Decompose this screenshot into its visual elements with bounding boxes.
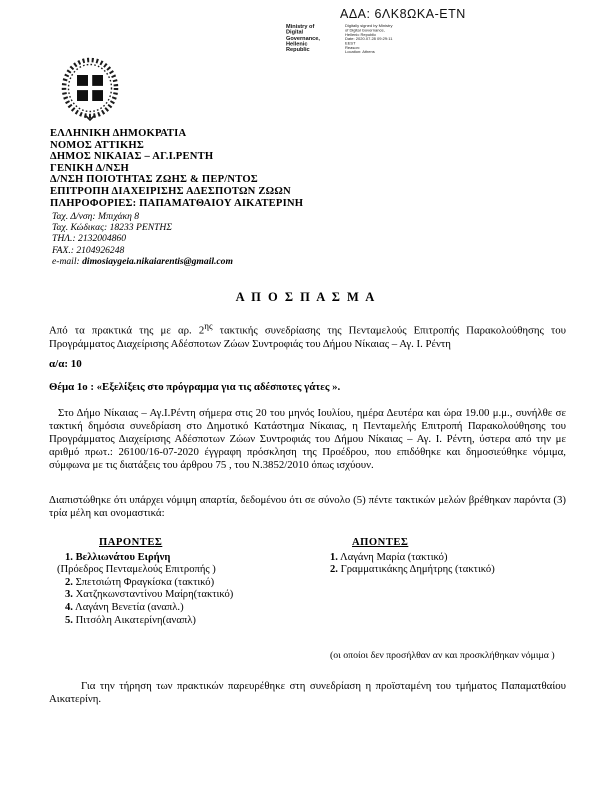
president-note: (Πρόεδρος Πενταμελούς Επιτροπής ) — [57, 564, 216, 576]
absent-column — [330, 537, 580, 577]
agency-header — [50, 128, 380, 209]
agency-line: ΕΛΛΗΝΙΚΗ ΔΗΜΟΚΡΑΤΙΑ — [50, 128, 187, 139]
intro-paragraph: Από τα πρακτικά της με αρ. $2^{\eta\varsigma}$ τακτικής συνεδρίασης της Πενταμελούς Επιτροπής Παρακολούθησης του Προγράμματος Διαχείρισης Αδέσποτων Ζώων Συντροφιάς του Δήμου Νίκαιας – Αγ. Ι. Ρέντη — [49, 321, 566, 350]
email-address: dimosiaygeia.nikaiarentis@gmail.com — [82, 255, 233, 267]
absent-member: 2. Γραμματικάκης Δημήτρης (τακτικό) — [330, 564, 495, 576]
fax: FAX.: 2104926248 — [52, 244, 125, 256]
present-member: 5. Πιτσόλη Αικατερίνη(αναπλ) — [65, 614, 196, 626]
present-member: 1. Βελλιωνάτου Ειρήνη — [65, 551, 171, 563]
telephone: ΤΗΛ.: 2132004860 — [52, 233, 127, 245]
postal-address: Ταχ. Δ/νση: Μπιχάκη 8 — [52, 211, 140, 222]
absent-header: ΑΠΟΝΤΕΣ — [352, 537, 409, 548]
contact-info — [52, 211, 352, 267]
absent-member: 1. Λαγάνη Μαρία (τακτικό) — [330, 551, 448, 563]
agency-line: Δ/ΝΣΗ ΠΟΙΟΤΗΤΑΣ ΖΩΗΣ & ΠΕΡ/ΝΤΟΣ — [50, 174, 258, 186]
ada-code: ΑΔΑ: 6ΛΚ8ΩΚΑ-ΕΤΝ — [340, 7, 466, 21]
ordinal-superscript: ης — [204, 321, 213, 331]
signature-details: Digitally signed by Ministry of Digital Governance, Hellenic Republic Date: 2020.07.28 09:29:11 EEST Reason: Location: Athens — [345, 24, 393, 55]
present-member: 2. Σπετσιώτη Φραγκίσκα (τακτικό) — [65, 576, 215, 588]
present-member: 3. Χατζηκωνσταντίνου Μαίρη(τακτικό) — [65, 589, 234, 601]
present-header: ΠΑΡΟΝΤΕΣ — [99, 537, 163, 548]
closing-paragraph: Για την τήρηση των πρακτικών παρευρέθηκε στη συνεδρίαση η προϊσταμένη του τμήματος Παπαματθαίου Αικατερίνη. — [49, 680, 566, 706]
agency-line: ΔΗΜΟΣ ΝΙΚΑΙΑΣ – ΑΓ.Ι.ΡΕΝΤΗ — [50, 151, 214, 163]
present-column — [57, 537, 325, 627]
ministry-name: Ministry of Digital Governance, Hellenic Republic — [286, 24, 320, 54]
agency-line: ΝΟΜΟΣ ΑΤΤΙΚΗΣ — [50, 139, 145, 151]
serial-number: α/α: 10 — [49, 358, 82, 370]
absence-note: (οι οποίοι δεν προσήλθαν αν και προσκλήθηκαν νόμιμα ) — [330, 650, 555, 661]
document-title: Α Π Ο Σ Π Α Σ Μ Α — [235, 290, 377, 304]
agency-line: ΕΠΙΤΡΟΠΗ ΔΙΑΧΕΙΡΙΣΗΣ ΑΔΕΣΠΟΤΩΝ ΖΩΩΝ — [50, 185, 291, 197]
agency-line: ΓΕΝΙΚΗ Δ/ΝΣΗ — [50, 162, 129, 174]
theme-line: Θέμα 1ο : «Εξελίξεις στο πρόγραμμα για τις αδέσποτες γάτες ». — [49, 381, 341, 393]
digital-signature-stamp — [286, 24, 455, 73]
email-line: e-mail: dimosiaygeia.nikaiarentis@gmail.com — [52, 255, 233, 267]
session-paragraph: Στο Δήμο Νίκαιας – Αγ.Ι.Ρέντη σήμερα στις 20 του μηνός Ιουλίου, ημέρα Δευτέρα και ώρα 19.00 μ.μ., συνήλθε σε τακτική δημόσια συνεδρίαση στο Δημοτικό Κατάστημα Νίκαιας, η Πενταμελής Επιτροπή Παρακολούθησης του Προγράμματος Διαχείρισης Αδέσποτων Ζώων Συντροφιάς του Δήμου Νίκαιας – Αγ. Ι. Ρέντη, ύστερα από την με αριθμό πρωτ.: 26100/16-07-2020 έγγραφη πρόσκληση της Προέδρου, που επιδόθηκε και δημοσιεύθηκε νόμιμα, σύμφωνα με τις διατάξεις του άρθρου 75 , του Ν.3852/2010 όπως ισχύουν. — [49, 407, 566, 472]
agency-line: ΠΛΗΡΟΦΟΡΙΕΣ: ΠΑΠΑΜΑΤΘΑΙΟΥ ΑΙΚΑΤΕΡΙΝΗ — [50, 197, 304, 209]
present-member: 4. Λαγάνη Βενετία (αναπλ.) — [65, 601, 184, 613]
greek-emblem-icon — [59, 56, 121, 127]
quorum-paragraph: Διαπιστώθηκε ότι υπάρχει νόμιμη απαρτία, δεδομένου ότι σε σύνολο (5) πέντε τακτικών μελών βρέθηκαν παρόντα (3) τρία μέλη και ονομαστικά: — [49, 494, 566, 519]
postal-code: Ταχ. Κώδικας: 18233 ΡΕΝΤΗΣ — [52, 222, 173, 234]
